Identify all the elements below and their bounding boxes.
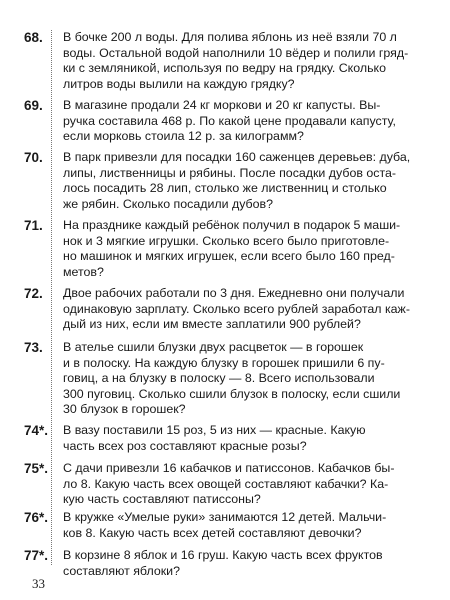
problem-line: В вазу поставили 15 роз, 5 из них — красные. Какую bbox=[63, 423, 366, 437]
problem-line: 30 блузок в горошек? bbox=[63, 402, 186, 417]
problem-number: 77*. bbox=[24, 548, 49, 563]
problem-line: Двое рабочих работали по 3 дня. Ежедневно они получали bbox=[63, 286, 405, 300]
margin-dotted-line bbox=[51, 30, 52, 565]
problem-line: В кружке «Умелые руки» занимаются 12 детей. Мальчи- bbox=[63, 510, 387, 524]
problem-text bbox=[63, 98, 437, 145]
problem-number: 70. bbox=[24, 150, 43, 165]
problem-line: С дачи привезли 16 кабачков и патиссонов. Кабачков бы- bbox=[63, 461, 395, 475]
problem-line: если морковь стоила 12 р. за килограмм? bbox=[63, 129, 304, 144]
problem-line: ков 8. Какую часть всех детей составляют девочки? bbox=[63, 525, 362, 540]
problem-line: лось посадить 28 лип, столько же лиственниц и столько bbox=[63, 181, 387, 196]
problem-line: В корзине 8 яблок и 16 груш. Какую часть всех фруктов bbox=[63, 548, 383, 562]
page-number: 33 bbox=[32, 576, 45, 591]
problem-number: 72. bbox=[24, 286, 43, 301]
problem-line: кую часть составляют патиссоны? bbox=[63, 492, 261, 507]
problem-number: 71. bbox=[24, 218, 43, 233]
problem-text bbox=[63, 218, 437, 280]
problem-line: составляют яблоки? bbox=[63, 563, 180, 578]
problem-number: 75*. bbox=[24, 461, 49, 476]
problem-text bbox=[63, 461, 437, 508]
problem-line: дый из них, если им вместе заплатили 900 рублей? bbox=[63, 317, 361, 332]
problem-line: ки с земляникой, используя по ведру на грядку. Сколько bbox=[63, 61, 386, 76]
problem-line: одинаковую зарплату. Сколько всего рублей заработал каж- bbox=[63, 301, 410, 316]
problem-number: 68. bbox=[24, 30, 43, 45]
problem-line: часть всех роз составляют красные розы? bbox=[63, 438, 307, 453]
problem-text bbox=[63, 510, 437, 541]
problem-line: литров воды вылили на каждую грядку? bbox=[63, 76, 295, 91]
problem-line: В бочке 200 л воды. Для полива яблонь из неё взяли 70 л bbox=[63, 30, 397, 44]
problem-line: но машинок и мягких игрушек, если всего было 160 пред- bbox=[63, 249, 395, 264]
problem-line: В магазине продали 24 кг моркови и 20 кг капусты. Вы- bbox=[63, 98, 381, 112]
problem-line: говиц, а на блузку в полоску — 8. Всего использовали bbox=[63, 371, 375, 386]
problem-line: нок и 3 мягкие игрушки. Сколько всего было приготовле- bbox=[63, 233, 390, 248]
problem-number: 69. bbox=[24, 98, 43, 113]
problem-text bbox=[63, 548, 437, 579]
problem-line: липы, лиственницы и рябины. После посадки дубов оста- bbox=[63, 165, 397, 180]
problem-line: и в полоску. На каждую блузку в горошек пришили 6 пу- bbox=[63, 355, 385, 370]
problem-line: На празднике каждый ребёнок получил в подарок 5 маши- bbox=[63, 218, 401, 232]
problem-line: В парк привезли для посадки 160 саженцев деревьев: дуба, bbox=[63, 150, 411, 164]
problem-line: ло 8. Какую часть всех овощей составляют кабачки? Ка- bbox=[63, 476, 389, 491]
problem-text bbox=[63, 286, 437, 333]
problem-line: метов? bbox=[63, 264, 104, 279]
problem-text bbox=[63, 150, 437, 212]
problem-number: 74*. bbox=[24, 423, 49, 438]
problem-text bbox=[63, 30, 437, 92]
problem-line: воды. Остальной водой наполнили 10 вёдер и полили гряд- bbox=[63, 45, 409, 60]
problem-line: ручка составила 468 р. По какой цене продавали капусту, bbox=[63, 113, 396, 128]
problem-line: же рябин. Сколько посадили дубов? bbox=[63, 196, 273, 211]
problem-number: 73. bbox=[24, 340, 43, 355]
problem-text bbox=[63, 423, 437, 454]
problem-line: В ателье сшили блузки двух расцветок — в горошек bbox=[63, 340, 364, 354]
problem-line: 300 пуговиц. Сколько сшили блузок в полоску, если сшили bbox=[63, 386, 401, 401]
problem-number: 76*. bbox=[24, 510, 49, 525]
problem-text bbox=[63, 340, 437, 418]
